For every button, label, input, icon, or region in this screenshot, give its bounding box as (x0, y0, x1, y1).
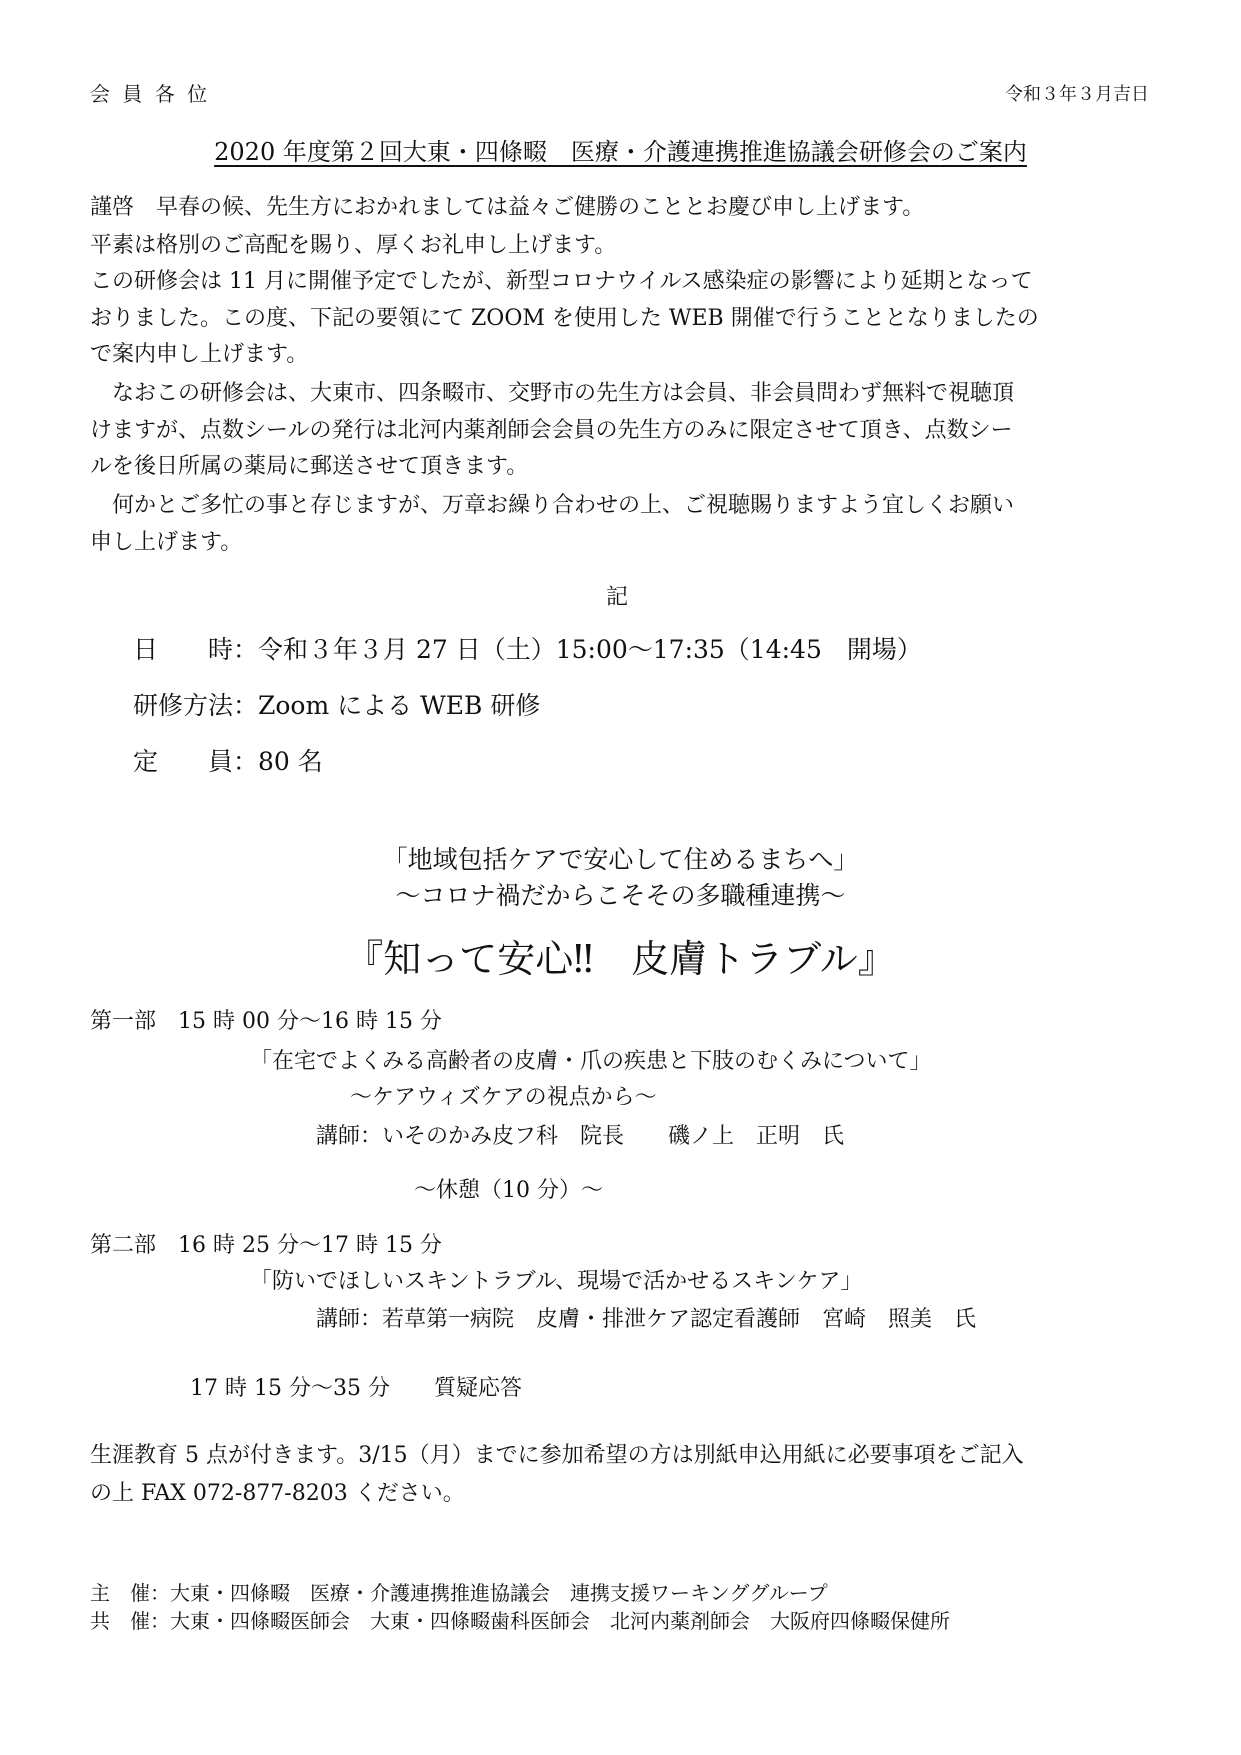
notice-line: の上 FAX 072-877-8203 ください。 (90, 1481, 465, 1506)
event-method: 研修方法：Zoom による WEB 研修 (133, 691, 541, 720)
body-line: この研修会は 11 月に開催予定でしたが、新型コロナウイルス感染症の影響により延期となって (90, 269, 1033, 294)
part2-heading: 第二部 16 時 25 分～17 時 15 分 (90, 1233, 442, 1258)
break-time: ～休憩（10 分）～ (414, 1178, 603, 1203)
notice-line: 生涯教育 5 点が付きます。3/15（月）までに参加希望の方は別紙申込用紙に必要事項をご記入 (90, 1443, 1024, 1468)
part1-lecturer: 講師：いそのかみ皮フ科 院長 磯ノ上 正明 氏 (316, 1124, 845, 1149)
addressee: 会 員 各 位 (90, 82, 211, 106)
document-title: 2020 年度第２回大東・四條畷 医療・介護連携推進協議会研修会のご案内 (214, 138, 1027, 166)
body-line: なおこの研修会は、大東市、四条畷市、交野市の先生方は会員、非会員問わず無料で視聴頂 (90, 381, 1015, 406)
cosponsor: 共 催：大東・四條畷医師会 大東・四條畷歯科医師会 北河内薬剤師会 大阪府四條畷保健所 (90, 1609, 950, 1633)
qa-session: 17 時 15 分～35 分 質疑応答 (190, 1376, 522, 1401)
ki-mark: 記 (606, 585, 629, 610)
document-date: 令和３年３月吉日 (1005, 84, 1149, 105)
body-line: 何かとご多忙の事と存じますが、万章お繰り合わせの上、ご視聴賜りますよう宜しくお願い (90, 493, 1015, 518)
event-datetime: 日 時：令和３年３月 27 日（土）15:00～17:35（14:45 開場） (133, 635, 922, 664)
theme-line-2: ～コロナ禍だからこそその多職種連携～ (395, 881, 846, 910)
body-line: ルを後日所属の薬局に郵送させて頂きます。 (90, 454, 529, 479)
part1-lecture: 「在宅でよくみる高齢者の皮膚・爪の疾患と下肢のむくみについて」 (250, 1049, 932, 1074)
body-line: けますが、点数シールの発行は北河内薬剤師会会員の先生方のみに限定させて頂き、点数シー (90, 418, 1013, 443)
part1-subtitle: ～ケアウィズケアの視点から～ (350, 1085, 657, 1110)
body-line: で案内申し上げます。 (90, 342, 309, 367)
body-line: 申し上げます。 (90, 530, 243, 555)
event-capacity: 定 員：80 名 (133, 747, 323, 776)
part2-lecture: 「防いでほしいスキントラブル、現場で活かせるスキンケア」 (250, 1269, 863, 1294)
organizer: 主 催：大東・四條畷 医療・介護連携推進協議会 連携支援ワーキンググループ (90, 1581, 828, 1605)
body-line: 謹啓 早春の候、先生方におかれましては益々ご健勝のこととお慶び申し上げます。 (90, 195, 925, 220)
body-line: おりました。この度、下記の要領にて ZOOM を使用した WEB 開催で行うこととなりましたの (90, 306, 1039, 331)
main-title: 『知って安心‼ 皮膚トラブル』 (345, 937, 896, 981)
part1-heading: 第一部 15 時 00 分～16 時 15 分 (90, 1009, 442, 1034)
part2-lecturer: 講師：若草第一病院 皮膚・排泄ケア認定看護師 宮崎 照美 氏 (316, 1307, 977, 1332)
body-line: 平素は格別のご高配を賜り、厚くお礼申し上げます。 (90, 233, 617, 258)
theme-line-1: 「地域包括ケアで安心して住めるまちへ」 (382, 845, 859, 874)
